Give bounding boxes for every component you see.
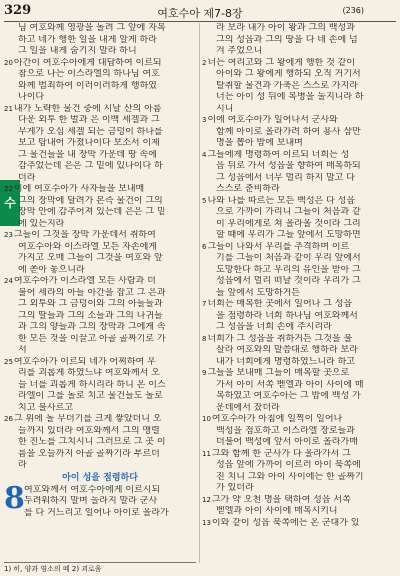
verse-text: 너는 여리고와 그 왕에게 행한 것 같이 (207, 57, 356, 68)
verse-line (4, 219, 196, 231)
verse-text: 나이다 (18, 92, 45, 102)
verse-line: 두려워하지 말며 놀라지 말라 군사 (24, 496, 158, 506)
verse-text: 운데에서 잤더라 (216, 402, 280, 413)
page-number: 329 (4, 3, 32, 18)
verse-number: 7 (202, 300, 207, 308)
header-rule (4, 21, 396, 22)
verse-number: 9 (202, 369, 207, 377)
verse-text: 여호수아가 이르되 네가 어찌하여 우 (13, 356, 156, 367)
verse-line (4, 276, 196, 288)
verse-line (202, 403, 396, 415)
verse-text: 그의 성읍과 그의 땅을 다 네 손에 넘 (216, 34, 358, 45)
verse-text: 내가 너희에게 명령하였느니라 하고 (216, 356, 355, 367)
verse-text: 름을 오늘까지 아골 골짜기라 부르더 (18, 448, 160, 459)
verse-text: 백성을 점호하고 이스라엘 장로들과 (216, 425, 355, 436)
verse-line (4, 380, 196, 392)
verse-number: 12 (202, 495, 211, 504)
verse-line (4, 161, 196, 173)
verse-line: 여호와께서 여호수아에게 이르시되 (24, 484, 161, 495)
verse-line (202, 437, 396, 449)
verse-text: 여호수아가 이스라엘 모든 사람과 더 (13, 276, 156, 286)
verse-line (4, 104, 196, 116)
verse-line (202, 299, 396, 311)
verse-text: 더불어 백성에 앞서 아이로 올라가매 (216, 437, 358, 447)
verse-line (202, 380, 396, 392)
verse-text: 기를 그들이 처음과 같이 우리 앞에서 (216, 253, 361, 263)
verse-text: 너희는 매복한 곳에서 일어나 그 성읍 (207, 299, 353, 309)
verse-line (202, 115, 396, 127)
verse-line (202, 276, 396, 288)
footnote: 1) 히, 양과 염소의 떼 2) 괴로움 (4, 565, 102, 573)
verse-number: 10 (202, 415, 211, 423)
verse-text: 겨 주었으니 (216, 46, 263, 56)
verse-line (202, 288, 396, 300)
verse-text: 가지고 오매 그들이 그것을 여호와 앞 (18, 253, 163, 263)
verse-text: 시니 (216, 103, 234, 114)
verse-line (4, 196, 196, 208)
verse-line (202, 23, 396, 35)
verse-text: 과 그의 양들과 그의 장막과 그에게 속 (18, 322, 166, 332)
verse-text: 진 치니 그와 아이 사이에는 한 골짜기 (216, 471, 364, 482)
verse-text: 참으로 나는 이스라엘의 하나님 여호 (18, 69, 160, 79)
verse-line: 를 다 거느리고 일어나 아이로 올라가 (24, 507, 169, 518)
verse-text: 늘 너를 괴롭게 하시리라 하니 온 이스 (18, 379, 166, 390)
verse-line (202, 138, 396, 150)
verse-text: 한 진노를 그치시니 그러므로 그 곳 이 (18, 437, 166, 447)
verse-text: 님 여호와께 영광을 돌려 그 앞에 자복 (18, 23, 166, 33)
verse-line (202, 184, 396, 196)
verse-line (202, 426, 396, 438)
verse-text: 라엘이 그를 돌로 치고 물건들도 돌로 (18, 391, 163, 401)
verse-line (4, 288, 196, 300)
verse-line (4, 46, 196, 58)
verse-line (202, 104, 396, 116)
verse-line (202, 345, 396, 357)
verse-number: 24 (4, 277, 13, 285)
verse-text: 그 물건들을 내 장막 가운데 땅 속에 (18, 149, 157, 160)
verse-text: 성읍 앞에 가까이 이르러 아이 북쪽에 (216, 460, 361, 470)
section-heading: 아이 성을 점령하다 (62, 472, 138, 483)
verse-line (202, 265, 396, 277)
verse-number: 11 (202, 449, 211, 458)
verse-line (4, 426, 196, 438)
page-header (0, 0, 400, 22)
verse-line (202, 69, 396, 81)
verse-line (202, 357, 396, 369)
alt-page-number: (236) (342, 6, 364, 15)
verse-line (202, 35, 396, 47)
verse-line (4, 35, 196, 47)
right-column (202, 23, 396, 563)
verse-text: 내가 노략한 물건 중에 시날 산의 아름 (13, 103, 162, 114)
verse-line (4, 81, 196, 93)
verse-line (4, 253, 196, 265)
verse-number: 2 (202, 58, 207, 67)
verse-text: 여호수아가 아침에 일찍이 일어나 (211, 414, 343, 424)
verse-line (4, 403, 196, 415)
verse-line (4, 357, 196, 369)
left-column (4, 23, 196, 563)
verse-line (4, 173, 196, 185)
verse-line (202, 92, 396, 104)
verse-text: 다운 외투 한 벌과 은 이백 세겔과 그 (18, 115, 160, 125)
verse-number: 26 (4, 415, 13, 423)
verse-line (4, 368, 196, 380)
verse-text: 도망한다 하고 우리의 유인을 받아 그 (216, 264, 361, 275)
verse-line (202, 127, 396, 139)
verse-text: 불어 세라의 아들 아간을 잡고 그 은과 (18, 287, 166, 298)
verse-text: 이에 여호수아가 사자들을 보내매 (13, 184, 145, 194)
verse-text: 한 모든 것을 이끌고 아골 골짜기로 가 (18, 333, 166, 344)
verse-number: 20 (4, 58, 13, 67)
verse-text: 여호수아와 이스라엘 모든 자손에게 (18, 241, 157, 252)
verse-line (4, 115, 196, 127)
verse-number: 5 (202, 196, 207, 205)
verse-text: 복하였고 여호수아는 그 밤에 백성 가 (216, 391, 361, 401)
verse-line (4, 23, 196, 35)
verse-text: 무게가 오십 세겔 되는 금덩이 하나를 (18, 126, 163, 137)
verse-text: 와께 범죄하여 이러이러하게 행하였 (18, 80, 157, 91)
verse-text: 더라 (18, 172, 36, 183)
verse-text: 하고 네가 행한 일을 내게 알게 하라 (18, 34, 157, 45)
verse-line (202, 322, 396, 334)
verse-line (4, 127, 196, 139)
verse-line (202, 219, 396, 231)
verse-text: 함께 아이로 올라가려 하여 용사 삼만 (216, 126, 361, 137)
verse-text: 아간이 여호수아에게 대답하여 이르되 (13, 57, 162, 68)
verse-text: 그와 함께 한 군사가 다 올라가서 그 (211, 448, 351, 459)
verse-text: 들 앞에서 도망하거든 (216, 287, 300, 298)
verse-text: 이 우리에게로 쳐 올라올 것이라 그리 (216, 218, 361, 229)
verse-line (4, 242, 196, 254)
verse-text: 너는 아이 성 뒤에 복병을 둘지니라 하 (216, 92, 364, 102)
verse-line (202, 518, 396, 530)
verse-line (202, 207, 396, 219)
verse-line (4, 334, 196, 346)
verse-text: 탈취할 물건과 가축은 스스로 가지라 (216, 80, 358, 91)
verse-line (202, 368, 396, 380)
verse-text: 그 성읍에서 너무 멀리 하지 말고 다 (216, 172, 355, 183)
verse-line (4, 345, 196, 357)
verse-line (202, 58, 396, 70)
verse-text: 에 있는지라 (18, 218, 65, 229)
verse-text: 그의 장막에 달려가 본즉 물건이 그의 (18, 195, 163, 206)
verse-text: 감추었는데 은은 그 밑에 있나이다 하 (18, 161, 163, 171)
running-title: 여호수아 제7-8장 (157, 7, 243, 20)
verse-text: 가 있더라 (216, 483, 254, 493)
verse-text: 아이와 그 왕에게 행하되 오직 거기서 (216, 69, 361, 79)
verse-line (202, 311, 396, 323)
verse-line (4, 69, 196, 81)
verse-number: 8 (202, 334, 207, 343)
verse-number: 4 (202, 150, 207, 159)
verse-text: 그 성읍을 너희 손에 주시리라 (216, 322, 332, 332)
verse-line (202, 230, 396, 242)
verse-text: 을 점령하라 너희 하나님 여호와께서 (216, 310, 358, 321)
verse-text: 치고 불사르고 (18, 402, 74, 413)
verse-line (202, 242, 396, 254)
verse-line (4, 414, 196, 426)
verse-number: 22 (4, 185, 13, 193)
verse-line (4, 322, 196, 334)
verse-text: 살라 여호와의 말씀대로 행하라 보라 (216, 345, 358, 355)
verse-line (202, 150, 396, 162)
verse-line (202, 161, 396, 173)
column-divider (199, 23, 200, 563)
verse-text: 그들이 나와서 우리를 추격하며 이르 (207, 241, 350, 252)
verse-number: 25 (4, 357, 13, 366)
verse-line (4, 437, 196, 449)
verse-text: 그들을 보내매 그들이 매복할 곳으로 (207, 368, 350, 378)
verse-text: 그 위에 돌 무더기를 크게 쌓았더니 오 (13, 414, 162, 424)
verse-text: 읍 뒤로 가서 성읍을 향하여 매복하되 (216, 161, 361, 171)
verse-text: 늘까지 있더라 여호와께서 그의 맹렬 (18, 425, 160, 436)
verse-line (202, 173, 396, 185)
verse-text: 서 (18, 345, 27, 355)
verse-number: 21 (4, 104, 13, 113)
verse-line (202, 472, 396, 484)
verse-line (4, 391, 196, 403)
verse-text: 라 (18, 460, 27, 470)
verse-text: 보고 탐내어 가졌나이다 보소서 이제 (18, 138, 160, 148)
chapter-start (4, 480, 196, 520)
verse-text: 에 쏟아 놓으니라 (18, 264, 85, 275)
verse-line (4, 207, 196, 219)
verse-line (202, 253, 396, 265)
verse-text: 가서 아이 서쪽 벧엘과 아이 사이에 매 (216, 379, 364, 390)
verse-line (202, 81, 396, 93)
verse-text: 이와 같이 성읍 북쪽에는 온 군대가 있 (211, 517, 360, 528)
verse-line (4, 449, 196, 461)
verse-text: 벧엘과 아이 사이에 매복시키니 (216, 506, 338, 516)
verse-line (4, 460, 196, 472)
verse-text: 그 일을 내게 숨기지 말라 하니 (18, 46, 137, 56)
verse-text: 나와 나를 따르는 모든 백성은 다 성읍 (207, 195, 356, 206)
verse-line (4, 138, 196, 150)
verse-line (4, 230, 196, 242)
verse-line (202, 391, 396, 403)
verse-text: 라 보라 내가 아이 왕과 그의 백성과 (216, 23, 355, 33)
verse-text: 그들에게 명령하여 이르되 너희는 성 (207, 149, 350, 160)
verse-text: 그 외투와 그 금덩이와 그의 아들들과 (18, 299, 163, 309)
verse-text: 성읍에서 멀리 떠날 것이라 우리가 그 (216, 276, 361, 286)
verse-line (202, 414, 396, 426)
verse-line (202, 506, 396, 518)
verse-text: 할 때에 우리가 그들 앞에서 도망하면 (216, 230, 361, 240)
verse-line (202, 495, 396, 507)
verse-text: 이에 여호수아가 일어나서 군사와 (207, 115, 338, 125)
verse-text: 장막 안에 감추어져 있는데 은은 그 밑 (18, 207, 166, 217)
verse-line (4, 92, 196, 104)
verse-text: 그의 딸들과 그의 소들과 그의 나귀들 (18, 310, 163, 321)
verse-line (4, 150, 196, 162)
verse-number: 3 (202, 116, 207, 124)
verse-line (4, 184, 196, 196)
verse-line (4, 265, 196, 277)
verse-line (202, 449, 396, 461)
verse-line (202, 196, 396, 208)
verse-line (4, 299, 196, 311)
verse-text: 스스로 준비하라 (216, 184, 280, 194)
verse-number: 13 (202, 518, 211, 527)
verse-line (202, 460, 396, 472)
verse-text: 그들이 그것을 장막 가운데서 취하여 (13, 230, 156, 240)
chapter-number: 8 (4, 480, 25, 516)
verse-text: 리를 괴롭게 하였느냐 여호와께서 오 (18, 368, 160, 378)
verse-text: 명을 뽑아 밤에 보내며 (216, 138, 303, 148)
verse-line (202, 46, 396, 58)
verse-text: 그가 약 오천 명을 택하여 성읍 서쪽 (211, 494, 351, 505)
verse-text: 으로 가까이 가리니 그들이 처음과 같 (216, 207, 361, 217)
verse-number: 6 (202, 242, 207, 251)
book-side-tab: 수 (0, 180, 20, 226)
verse-number: 23 (4, 231, 13, 239)
verse-line (4, 311, 196, 323)
verse-line (4, 58, 196, 70)
verse-line (202, 334, 396, 346)
verse-line (202, 483, 396, 495)
verse-text: 너희가 그 성읍을 취하거든 그것을 불 (207, 333, 353, 344)
